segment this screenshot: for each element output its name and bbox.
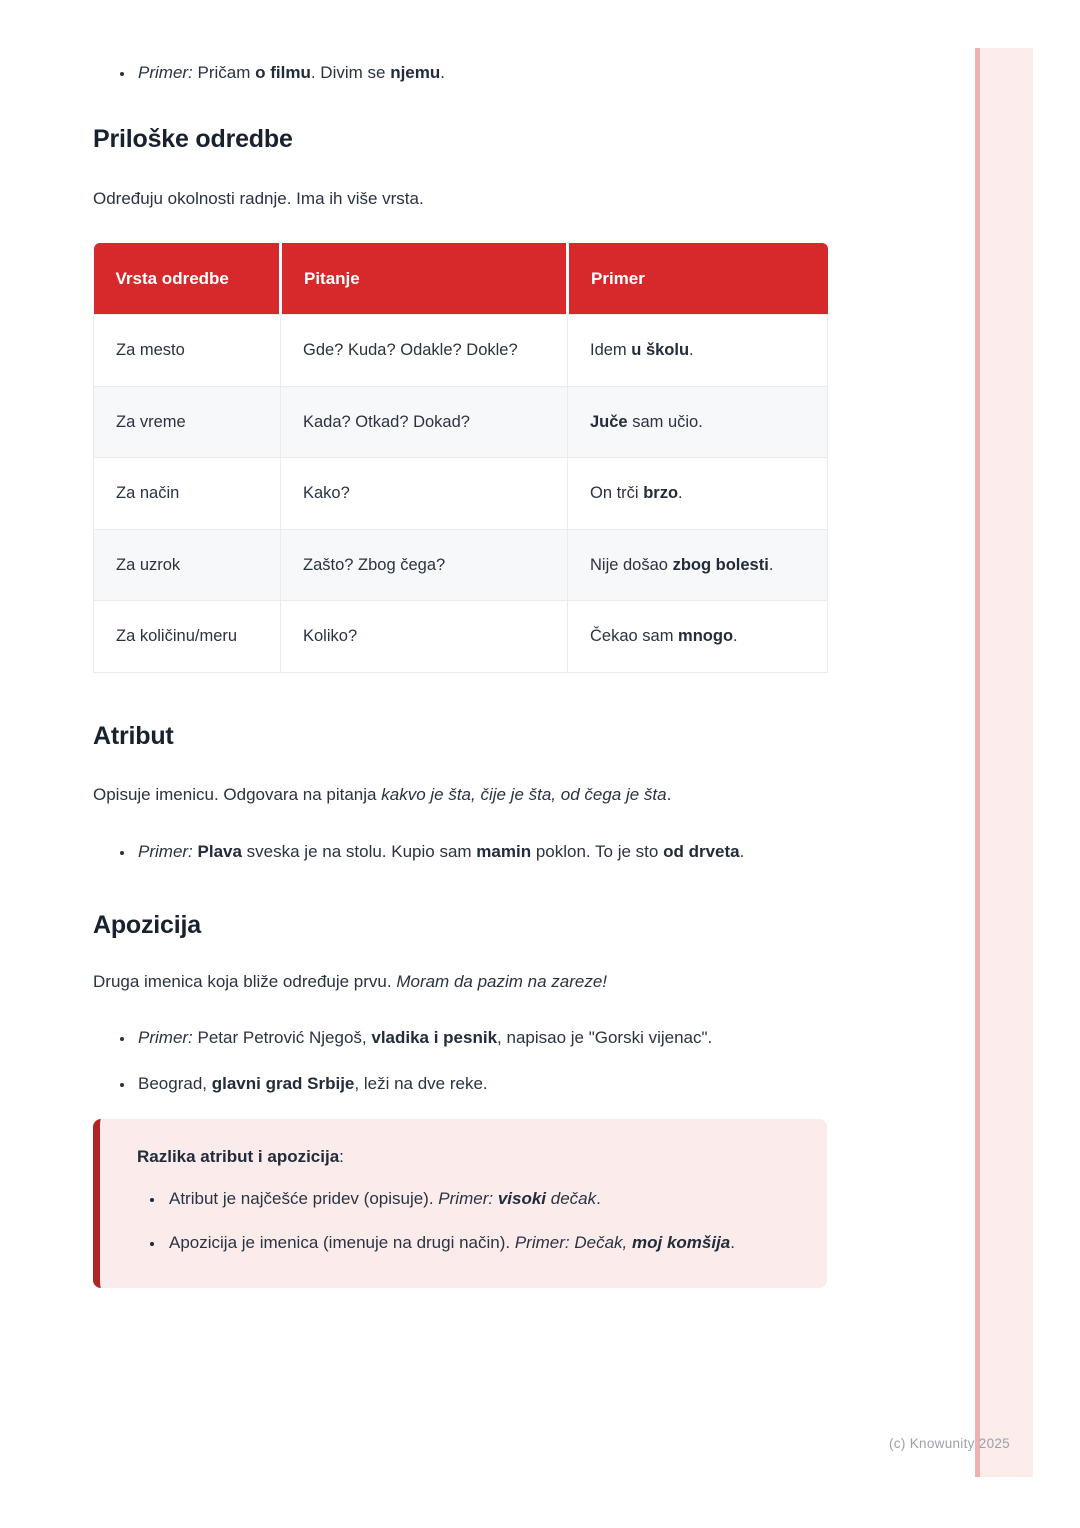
- bullet-text: Beograd, glavni grad Srbije, leži na dve reke.: [138, 1073, 488, 1093]
- copyright-footer: (c) Knowunity 2025: [889, 1436, 1010, 1451]
- cell-primer: Idem u školu.: [568, 315, 828, 387]
- callout-title: Razlika atribut i apozicija:: [137, 1147, 344, 1167]
- callout-bullet-list: [137, 1183, 797, 1259]
- intro-bullet-list: [93, 57, 827, 88]
- atribut-bullet-list: [93, 836, 827, 867]
- cell-vrsta: Za način: [94, 458, 281, 530]
- cell-vrsta: Za mesto: [94, 315, 281, 387]
- list-item: [135, 1022, 827, 1053]
- list-item: [165, 1183, 797, 1214]
- bullet-text: Apozicija je imenica (imenuje na drugi način). Primer: Dečak, moj komšija.: [169, 1232, 735, 1252]
- cell-pitanje: Kada? Otkad? Dokad?: [281, 386, 568, 458]
- table-header-vrsta: Vrsta odredbe: [94, 243, 281, 315]
- odredbe-table: [93, 243, 828, 673]
- cell-primer: Nije došao zbog bolesti.: [568, 529, 828, 601]
- callout-box: [93, 1119, 827, 1288]
- table-header-primer: Primer: [568, 243, 828, 315]
- list-item: [165, 1227, 797, 1258]
- cell-primer: Juče sam učio.: [568, 386, 828, 458]
- table-row: [94, 529, 828, 601]
- table-row: [94, 601, 828, 673]
- bullet-text: Atribut je najčešće pridev (opisuje). Primer: visoki dečak.: [169, 1188, 601, 1208]
- bullet-text: Primer: Pričam o filmu. Divim se njemu.: [138, 63, 445, 82]
- list-item: [135, 836, 827, 867]
- table-header-row: [94, 243, 828, 315]
- cell-vrsta: Za uzrok: [94, 529, 281, 601]
- cell-vrsta: Za vreme: [94, 386, 281, 458]
- cell-vrsta: Za količinu/meru: [94, 601, 281, 673]
- bullet-text: Primer: Petar Petrović Njegoš, vladika i pesnik, napisao je "Gorski vijenac".: [138, 1028, 713, 1048]
- cell-pitanje: Kako?: [281, 458, 568, 530]
- section-title-apozicija: Apozicija: [93, 910, 201, 939]
- table-row: [94, 386, 828, 458]
- cell-pitanje: Gde? Kuda? Odakle? Dokle?: [281, 315, 568, 387]
- bullet-text: Primer: Plava sveska je na stolu. Kupio sam mamin poklon. To je sto od drveta.: [138, 842, 745, 862]
- list-item: [135, 57, 827, 88]
- cell-pitanje: Zašto? Zbog čega?: [281, 529, 568, 601]
- cell-primer: On trči brzo.: [568, 458, 828, 530]
- section-title-atribut: Atribut: [93, 721, 174, 750]
- table-row: [94, 315, 828, 387]
- table-header-pitanje: Pitanje: [281, 243, 568, 315]
- priloske-intro-paragraph: Određuju okolnosti radnje. Ima ih više vrsta.: [93, 189, 424, 209]
- side-strip-decoration: [975, 48, 1033, 1477]
- atribut-intro-paragraph: Opisuje imenicu. Odgovara na pitanja kakvo je šta, čije je šta, od čega je šta.: [93, 784, 672, 804]
- document-content: [93, 0, 827, 1288]
- cell-pitanje: Koliko?: [281, 601, 568, 673]
- table-row: [94, 458, 828, 530]
- apozicija-bullet-list: [93, 1022, 827, 1099]
- cell-primer: Čekao sam mnogo.: [568, 601, 828, 673]
- list-item: [135, 1068, 827, 1099]
- apozicija-intro-paragraph: Druga imenica koja bliže određuje prvu. Moram da pazim na zareze!: [93, 971, 608, 991]
- section-title-priloske-odredbe: Priloške odredbe: [93, 125, 293, 154]
